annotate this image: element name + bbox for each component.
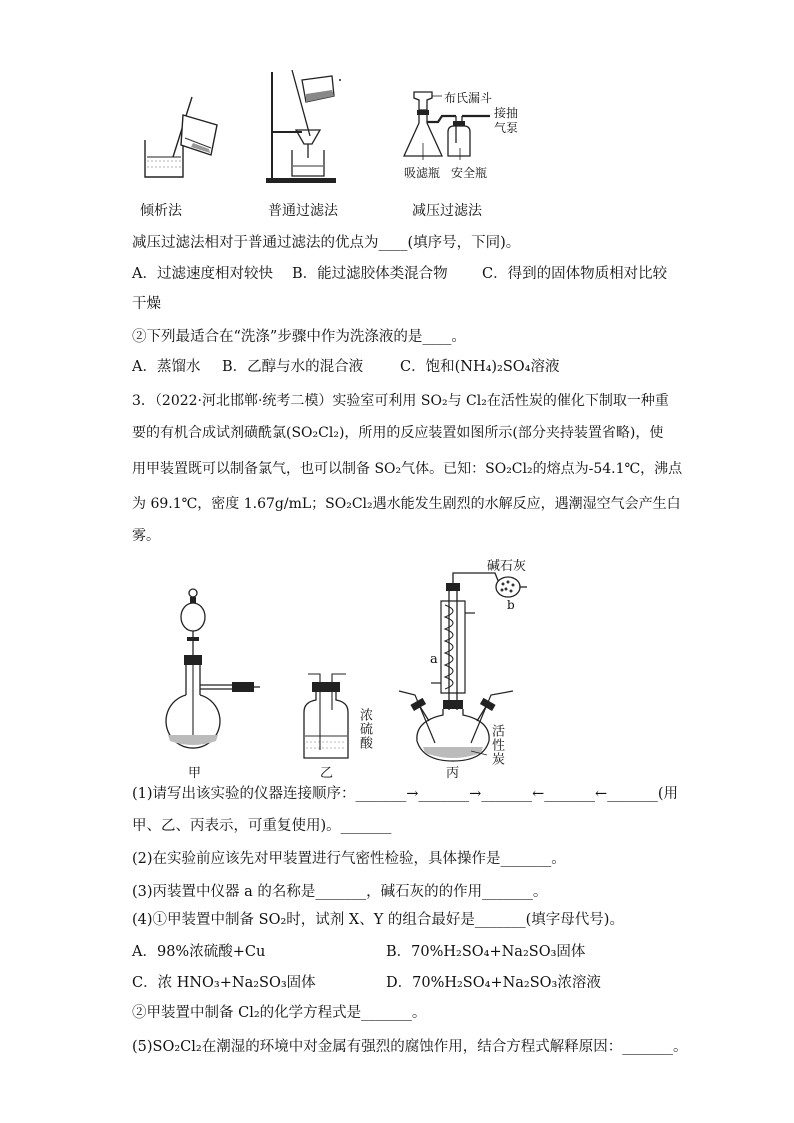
label-a: a xyxy=(430,652,438,667)
q3-part4-option-c: C．浓 HNO₃+Na₂SO₃固体 xyxy=(132,975,316,991)
soda-lime-label: 碱石灰 xyxy=(487,559,527,574)
q3-part4-option-b: B．70%H₂SO₄+Na₂SO₃固体 xyxy=(386,944,586,960)
q2-wash-option-b: B．乙醇与水的混合液 xyxy=(222,359,364,375)
activated-carbon-label: 活性炭 xyxy=(489,724,504,766)
q3-part4-sub2: ②甲装置中制备 Cl₂的化学方程式是_______。 xyxy=(132,1005,427,1021)
q3-intro-line-5: 雾。 xyxy=(132,528,160,544)
decantation-figure xyxy=(135,95,230,185)
q2-advantage-question: 减压过滤法相对于普通过滤法的优点为____(填序号，下同)。 xyxy=(132,235,521,251)
label-jia: 甲 xyxy=(188,766,202,781)
apparatus-bing xyxy=(395,565,555,765)
ordinary-filtration-figure xyxy=(262,70,352,185)
q3-part4: (4)①甲装置中制备 SO₂时，试剂 X、Y 的组合最好是_______(填字母代号)。 xyxy=(132,912,624,928)
q3-intro-line-1: 3．（2022·河北邯郸·统考二模）实验室可利用 SO₂与 Cl₂在活性炭的催化下制取一种重 xyxy=(132,393,669,409)
q3-part5: (5)SO₂Cl₂在潮湿的环境中对金属有强烈的腐蚀作用，结合方程式解释原因：_______。 xyxy=(132,1039,688,1055)
q3-part1-line-1: (1)请写出该实验的仪器连接顺序：_______→_______→_______←_______←_______(用 xyxy=(132,786,679,802)
safety-flask-label: 安全瓶 xyxy=(451,166,488,180)
label-bing: 丙 xyxy=(446,766,460,781)
q3-intro-line-4: 为 69.1℃，密度 1.67g/mL；SO₂Cl₂遇水能发生剧烈的水解反应，遇潮湿空气会产生白 xyxy=(132,496,681,512)
q2-wash-option-a: A．蒸馏水 xyxy=(132,359,201,375)
q2-wash-option-c: C．饱和(NH₄)₂SO₄溶液 xyxy=(400,359,560,375)
q3-part3: (3)丙装置中仪器 a 的名称是_______，碱石灰的的作用_______。 xyxy=(132,884,548,900)
filter-flask-label: 吸滤瓶 xyxy=(404,166,441,180)
q3-intro-line-3: 用甲装置既可以制备氯气，也可以制备 SO₂气体。已知：SO₂Cl₂的熔点为-54.1℃，沸点 xyxy=(132,461,683,477)
q3-part2: (2)在实验前应该先对甲装置进行气密性检验，具体操作是_______。 xyxy=(132,851,566,867)
q3-part4-option-a: A．98%浓硫酸+Cu xyxy=(132,944,266,960)
q2-wash-question: ②下列最适合在“洗涤”步骤中作为洗涤液的是____。 xyxy=(132,329,466,345)
vacuum-pump-label: 接抽气泵 xyxy=(494,106,519,135)
label-b: b xyxy=(507,598,515,612)
buchner-funnel-label: 布氏漏斗 xyxy=(444,91,493,105)
q2-option-b: B．能过滤胶体类混合物 xyxy=(292,266,448,282)
q3-part1-line-2: 甲、乙、丙表示，可重复使用)。_______ xyxy=(132,818,392,834)
caption-decantation: 倾析法 xyxy=(140,203,182,219)
q2-option-a: A．过滤速度相对较快 xyxy=(132,266,273,282)
conc-sulfuric-acid-label: 浓硫酸 xyxy=(357,708,372,750)
q3-intro-line-2: 要的有机合成试剂磺酰氯(SO₂Cl₂)，所用的反应装置如图所示(部分夹持装置省略)，使 xyxy=(132,425,664,441)
q2-option-c: C．得到的固体物质相对比较 xyxy=(482,266,668,282)
q2-option-c-cont: 干燥 xyxy=(132,296,161,312)
apparatus-jia xyxy=(160,585,270,765)
apparatus-yi xyxy=(298,680,358,770)
caption-ordinary-filtration: 普通过滤法 xyxy=(268,203,338,219)
label-yi: 乙 xyxy=(320,766,334,781)
caption-vacuum-filtration: 减压过滤法 xyxy=(412,203,482,219)
q3-part4-option-d: D．70%H₂SO₄+Na₂SO₃浓溶液 xyxy=(386,975,601,991)
